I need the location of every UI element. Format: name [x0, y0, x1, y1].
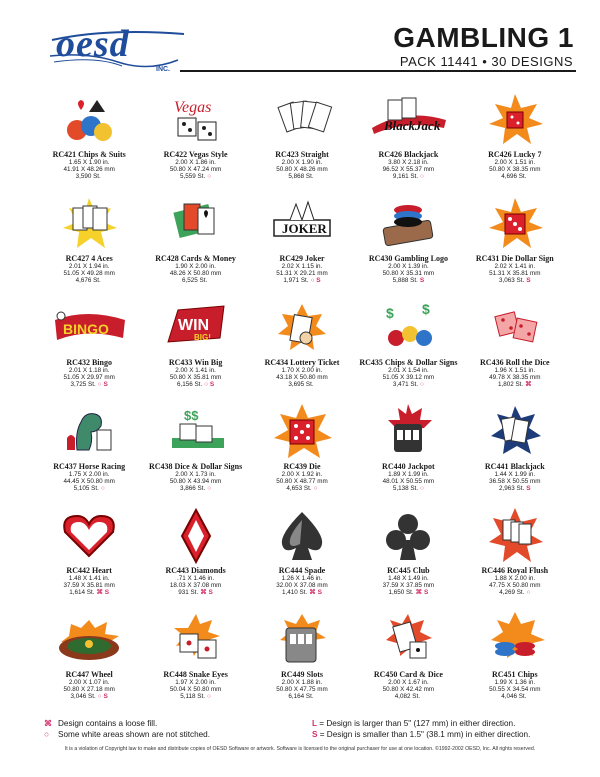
design-item	[142, 296, 248, 400]
design-name: RC421 Chips & Suits	[52, 150, 126, 159]
design-size-inches: 1.90 X 2.00 in.	[175, 263, 216, 270]
design-name: RC445 Club	[387, 566, 430, 575]
design-item	[36, 608, 142, 712]
design-stitches: 2,963 St.	[499, 485, 525, 493]
design-name: RC448 Snake Eyes	[163, 670, 228, 679]
design-name: RC433 Win Big	[168, 358, 223, 367]
design-symbols: ⌘ S	[200, 589, 213, 597]
dice-dollars-icon	[154, 402, 238, 460]
design-item	[142, 88, 248, 192]
jackpot-icon	[366, 402, 450, 460]
design-size-mm: 18.03 X 37.08 mm	[169, 582, 222, 590]
loose-fill-icon: ⌘	[44, 719, 53, 728]
design-stitch-row	[182, 277, 209, 284]
design-symbols: ⌘ S	[96, 589, 110, 597]
lucky7-icon	[473, 90, 557, 148]
design-size-inches: 1.75 X 2.00 in.	[68, 471, 110, 478]
design-item	[355, 608, 461, 712]
design-size-inches: 1.26 X 1.46 in.	[281, 575, 323, 582]
design-symbols: ○	[313, 485, 318, 493]
design-stitch-row	[71, 381, 108, 388]
design-stitch-row	[393, 277, 425, 284]
design-size-inches: 2.00 X 1.86 in.	[175, 159, 216, 166]
design-stitch-row	[288, 693, 315, 700]
design-name: RC429 Joker	[279, 254, 325, 263]
design-size-mm: 37.59 X 35.81 mm	[63, 582, 115, 590]
design-symbols: S	[419, 277, 425, 285]
design-item	[249, 504, 355, 608]
blackjack-script-icon	[366, 90, 450, 148]
design-size-inches: 2.00 X 1.41 in.	[175, 367, 216, 374]
design-stitch-row	[76, 173, 103, 180]
design-stitches: 1,802 St.	[497, 381, 524, 389]
snake-eyes-icon	[154, 610, 238, 668]
design-stitch-row	[180, 693, 211, 700]
design-stitches: 3,725 St.	[70, 381, 96, 389]
design-size-inches: 2.02 X 1.15 in.	[281, 263, 323, 270]
design-stitch-row	[288, 381, 315, 388]
die-burst-icon	[473, 194, 557, 252]
design-item	[249, 400, 355, 504]
design-item	[462, 88, 568, 192]
design-name: RC430 Gambling Logo	[368, 254, 448, 263]
svg-text:BINGO: BINGO	[63, 321, 110, 337]
design-size-mm: 50.80 X 47.75 mm	[276, 686, 328, 694]
design-symbols: ⌘ S	[415, 589, 429, 597]
design-size-mm: 50.80 X 38.35 mm	[489, 166, 541, 174]
design-stitch-row	[180, 173, 211, 180]
svg-text:Vegas: Vegas	[173, 99, 211, 116]
design-name: RC431 Die Dollar Sign	[475, 254, 554, 263]
design-symbols: ○ S	[97, 381, 108, 389]
design-stitches: 6,525 St.	[181, 277, 208, 285]
design-stitches: 4,046 St.	[501, 693, 527, 701]
design-name: RC434 Lottery Ticket	[264, 358, 340, 367]
design-item	[36, 296, 142, 400]
svg-text:$: $	[386, 305, 395, 321]
design-size-inches: 2.00 X 1.88 in.	[281, 679, 323, 686]
design-stitches: 3,590 St.	[75, 173, 101, 181]
design-stitches: 3,063 St.	[499, 277, 525, 285]
design-item	[355, 400, 461, 504]
design-size-mm: 50.80 X 35.81 mm	[169, 374, 222, 382]
copyright-notice: It is a violation of Copyright law to make and distribute copies of OESD Software or artwork. Software is licensed to the original purchaser for use at one location. ©1992-2002 OESD, Inc. All rights reserved.	[64, 746, 536, 752]
design-name: RC438 Dice & Dollar Signs	[149, 462, 243, 471]
design-symbols: ○	[207, 485, 212, 493]
spade-icon	[260, 506, 344, 564]
design-stitch-row	[76, 277, 103, 284]
design-symbols: S	[526, 277, 531, 285]
design-symbols: ○	[420, 173, 424, 181]
design-item	[249, 296, 355, 400]
royal-flush-icon	[473, 506, 557, 564]
lottery-icon	[260, 298, 344, 356]
blackjack-cards-icon	[473, 402, 557, 460]
legend-loose-fill	[44, 718, 304, 729]
design-stitch-row	[180, 485, 211, 492]
design-stitches: 5,868 St.	[288, 173, 314, 181]
diamond-icon	[154, 506, 238, 564]
design-stitch-row	[178, 589, 213, 596]
design-stitches: 5,105 St.	[73, 485, 99, 493]
design-size-mm: 50.04 X 50.80 mm	[169, 686, 222, 694]
wheel-icon	[47, 610, 131, 668]
design-size-mm: 51.05 X 29.97 mm	[63, 374, 115, 382]
design-item	[462, 608, 568, 712]
legend-loose-fill-text: Design contains a loose fill.	[58, 719, 158, 728]
design-size-mm: 36.58 X 50.55 mm	[489, 478, 541, 486]
legend-small-text: = Design is smaller than 1.5" (38.1 mm) in either direction.	[319, 730, 531, 739]
design-name: RC441 Blackjack	[484, 462, 545, 471]
design-stitches: 5,888 St.	[392, 277, 418, 285]
aces-icon	[47, 194, 131, 252]
design-item	[249, 192, 355, 296]
design-item	[462, 296, 568, 400]
design-name: RC451 Chips	[492, 670, 538, 679]
svg-text:$: $	[422, 301, 431, 317]
design-item	[142, 400, 248, 504]
design-item	[355, 192, 461, 296]
cards-money-icon	[154, 194, 238, 252]
design-item	[36, 400, 142, 504]
design-item	[355, 88, 461, 192]
design-item	[462, 504, 568, 608]
design-item	[36, 192, 142, 296]
design-size-inches: .71 X 1.46 in.	[177, 575, 215, 582]
design-size-mm: 48.26 X 50.80 mm	[169, 270, 222, 278]
design-stitch-row	[393, 381, 424, 388]
chips-icon	[473, 610, 557, 668]
design-stitches: 3,471 St.	[392, 381, 419, 389]
design-stitch-row	[498, 381, 532, 388]
design-stitch-row	[499, 485, 531, 492]
design-size-inches: 2.00 X 1.51 in.	[494, 159, 536, 166]
design-name: RC442 Heart	[66, 566, 112, 575]
design-stitches: 931 St.	[178, 589, 199, 597]
design-size-mm: 51.05 X 49.28 mm	[63, 270, 115, 278]
design-size-mm: 50.55 X 34.54 mm	[489, 686, 541, 694]
design-stitches: 6,156 St.	[176, 381, 203, 389]
design-size-mm: 51.31 X 29.21 mm	[276, 270, 328, 278]
design-size-mm: 50.80 X 42.42 mm	[382, 686, 435, 694]
design-item	[36, 504, 142, 608]
oesd-logo	[48, 23, 188, 76]
design-stitch-row	[501, 693, 528, 700]
design-size-mm: 32.00 X 37.08 mm	[276, 582, 328, 590]
design-item	[355, 296, 461, 400]
design-name: RC436 Roll the Dice	[480, 358, 550, 367]
design-symbols: ○	[526, 589, 531, 597]
design-stitch-row	[177, 381, 214, 388]
design-stitch-row	[395, 693, 422, 700]
design-stitches: 3,866 St.	[180, 485, 206, 493]
design-size-inches: 1.48 X 1.49 in.	[388, 575, 429, 582]
design-stitches: 3,695 St.	[288, 381, 314, 389]
design-size-inches: 2.00 X 1.07 in.	[68, 679, 110, 686]
design-symbols: ○	[207, 173, 212, 181]
design-stitch-row	[283, 277, 320, 284]
design-name: RC446 Royal Flush	[481, 566, 549, 575]
design-stitches: 5,138 St.	[392, 485, 419, 493]
chips-suits-icon	[47, 90, 131, 148]
design-size-mm: 47.75 X 50.80 mm	[489, 582, 541, 590]
design-stitch-row	[71, 693, 108, 700]
design-symbols: ⌘	[525, 381, 532, 389]
die-icon	[260, 402, 344, 460]
design-item	[142, 192, 248, 296]
design-stitch-row	[282, 589, 322, 596]
design-symbols: ○	[420, 485, 424, 493]
design-stitch-row	[388, 589, 428, 596]
design-size-inches: 2.00 X 1.90 in.	[281, 159, 323, 166]
design-size-inches: 2.00 X 1.92 in.	[281, 471, 323, 478]
design-stitches: 6,164 St.	[288, 693, 314, 701]
design-item	[462, 192, 568, 296]
design-size-mm: 51.05 X 39.12 mm	[382, 374, 435, 382]
design-size-inches: 1.48 X 1.41 in.	[68, 575, 110, 582]
design-stitches: 1,410 St.	[282, 589, 308, 597]
svg-text:BlackJack: BlackJack	[384, 118, 441, 133]
design-size-mm: 48.01 X 50.55 mm	[382, 478, 435, 486]
design-stitch-row	[69, 589, 109, 596]
page-subtitle: PACK 11441 • 30 DESIGNS	[399, 54, 573, 69]
design-name: RC423 Straight	[275, 150, 329, 159]
design-name: RC428 Cards & Money	[155, 254, 236, 263]
legend-large-text: = Design is larger than 5" (127 mm) in either direction.	[319, 719, 516, 728]
design-size-mm: 50.80 X 35.31 mm	[382, 270, 435, 278]
design-stitches: 5,118 St.	[180, 693, 205, 701]
design-name: RC426 Blackjack	[378, 150, 439, 159]
design-size-mm: 50.80 X 48.77 mm	[276, 478, 328, 486]
small-letter: S	[312, 730, 318, 739]
legend-small	[312, 729, 572, 740]
design-grid	[36, 88, 568, 712]
design-stitches: 4,676 St.	[75, 277, 101, 285]
svg-text:$$: $$	[183, 408, 199, 423]
design-name: RC449 Slots	[280, 670, 323, 679]
large-letter: L	[312, 719, 318, 728]
design-item	[142, 504, 248, 608]
design-symbols: ○	[100, 485, 105, 493]
design-size-inches: 1.44 X 1.99 in.	[494, 471, 536, 478]
bingo-icon	[47, 298, 131, 356]
design-size-mm: 43.18 X 50.80 mm	[276, 374, 328, 382]
design-size-inches: 1.97 X 2.00 in.	[175, 679, 216, 686]
design-size-inches: 1.96 X 1.51 in.	[494, 367, 536, 374]
design-symbols: ○ S	[310, 277, 321, 285]
svg-text:JOKER: JOKER	[281, 221, 327, 236]
design-size-mm: 50.80 X 43.94 mm	[169, 478, 222, 486]
design-stitches: 3,046 St.	[70, 693, 96, 701]
design-size-inches: 1.65 X 1.90 in.	[68, 159, 110, 166]
design-name: RC443 Diamonds	[165, 566, 226, 575]
design-size-inches: 2.00 X 1.73 in.	[175, 471, 216, 478]
design-item	[36, 88, 142, 192]
horse-icon	[47, 402, 131, 460]
legend-white	[44, 729, 304, 740]
page-title: GAMBLING 1	[393, 22, 574, 53]
design-item	[355, 504, 461, 608]
design-symbols: ○ S	[204, 381, 215, 389]
design-item	[462, 400, 568, 504]
design-size-inches: 3.80 X 2.18 in.	[388, 159, 429, 166]
design-name: RC426 Lucky 7	[488, 150, 542, 159]
club-icon	[366, 506, 450, 564]
chips-dollars-icon	[366, 298, 450, 356]
design-size-mm: 96.52 X 55.37 mm	[382, 166, 435, 174]
design-symbols: S	[526, 485, 531, 493]
design-item	[142, 608, 248, 712]
design-name: RC437 Horse Racing	[53, 462, 126, 471]
svg-text:BIG!: BIG!	[193, 333, 211, 342]
design-name: RC447 Wheel	[65, 670, 113, 679]
design-size-inches: 1.70 X 2.00 in.	[281, 367, 323, 374]
design-size-inches: 2.02 X 1.41 in.	[494, 263, 536, 270]
design-size-mm: 44.45 X 50.80 mm	[63, 478, 115, 486]
design-stitches: 4,696 St.	[501, 173, 527, 181]
design-stitches: 4,269 St.	[499, 589, 525, 597]
design-size-mm: 41.91 X 48.26 mm	[63, 166, 115, 174]
design-name: RC444 Spade	[278, 566, 326, 575]
design-size-inches: 1.88 X 2.00 in.	[494, 575, 536, 582]
design-size-inches: 1.89 X 1.99 in.	[388, 471, 429, 478]
design-stitch-row	[288, 173, 315, 180]
design-stitches: 5,559 St.	[180, 173, 206, 181]
design-size-inches: 2.00 X 1.67 in.	[388, 679, 429, 686]
joker-icon	[260, 194, 344, 252]
design-stitch-row	[393, 173, 424, 180]
design-size-mm: 50.80 X 47.24 mm	[169, 166, 222, 174]
white-area-icon: ○	[44, 730, 49, 739]
design-size-inches: 2.01 X 1.94 in.	[68, 263, 110, 270]
design-stitch-row	[74, 485, 105, 492]
heart-icon	[47, 506, 131, 564]
design-item	[249, 88, 355, 192]
design-stitches: 4,082 St.	[394, 693, 420, 701]
design-size-mm: 51.31 X 35.81 mm	[489, 270, 541, 278]
design-stitch-row	[499, 277, 531, 284]
header-rule	[180, 70, 576, 72]
design-stitches: 9,161 St.	[392, 173, 419, 181]
design-symbols: ○	[420, 381, 424, 389]
design-size-inches: 1.99 X 1.36 in.	[494, 679, 536, 686]
slots-icon	[260, 610, 344, 668]
design-size-mm: 50.80 X 48.26 mm	[276, 166, 328, 174]
design-symbols: ○	[207, 693, 211, 701]
gambling-logo-icon	[366, 194, 450, 252]
design-name: RC435 Chips & Dollar Signs	[359, 358, 458, 367]
legend-large	[312, 718, 572, 729]
cards-icon	[260, 90, 344, 148]
roll-dice-icon	[473, 298, 557, 356]
design-name: RC427 4 Aces	[65, 254, 113, 263]
design-symbols: ○ S	[97, 693, 108, 701]
design-stitch-row	[286, 485, 317, 492]
legend-white-text: Some white areas shown are not stitched.	[58, 730, 211, 739]
design-stitch-row	[499, 589, 530, 596]
design-stitches: 1,650 St.	[388, 589, 414, 597]
design-size-mm: 49.78 X 38.35 mm	[489, 374, 541, 382]
win-big-icon	[154, 298, 238, 356]
design-item	[249, 608, 355, 712]
logo-text: oesd	[56, 23, 130, 65]
design-size-mm: 50.80 X 27.18 mm	[63, 686, 115, 694]
design-size-inches: 2.01 X 1.54 in.	[388, 367, 429, 374]
card-dice-icon	[366, 610, 450, 668]
design-size-inches: 2.00 X 1.39 in.	[388, 263, 429, 270]
design-symbols: ⌘ S	[309, 589, 322, 597]
design-name: RC440 Jackpot	[382, 462, 435, 471]
design-size-inches: 2.01 X 1.18 in.	[68, 367, 110, 374]
design-stitch-row	[501, 173, 528, 180]
vegas-icon	[154, 90, 238, 148]
design-name: RC439 Die	[283, 462, 321, 471]
design-stitch-row	[393, 485, 424, 492]
design-name: RC422 Vegas Style	[163, 150, 228, 159]
design-stitches: 1,614 St.	[69, 589, 95, 597]
logo-inc: INC.	[156, 66, 170, 73]
design-stitches: 4,653 St.	[286, 485, 312, 493]
design-name: RC450 Card & Dice	[373, 670, 443, 679]
design-name: RC432 Bingo	[66, 358, 112, 367]
svg-text:WIN: WIN	[177, 317, 209, 334]
design-stitches: 1,971 St.	[283, 277, 309, 285]
design-size-mm: 37.59 X 37.85 mm	[382, 582, 435, 590]
